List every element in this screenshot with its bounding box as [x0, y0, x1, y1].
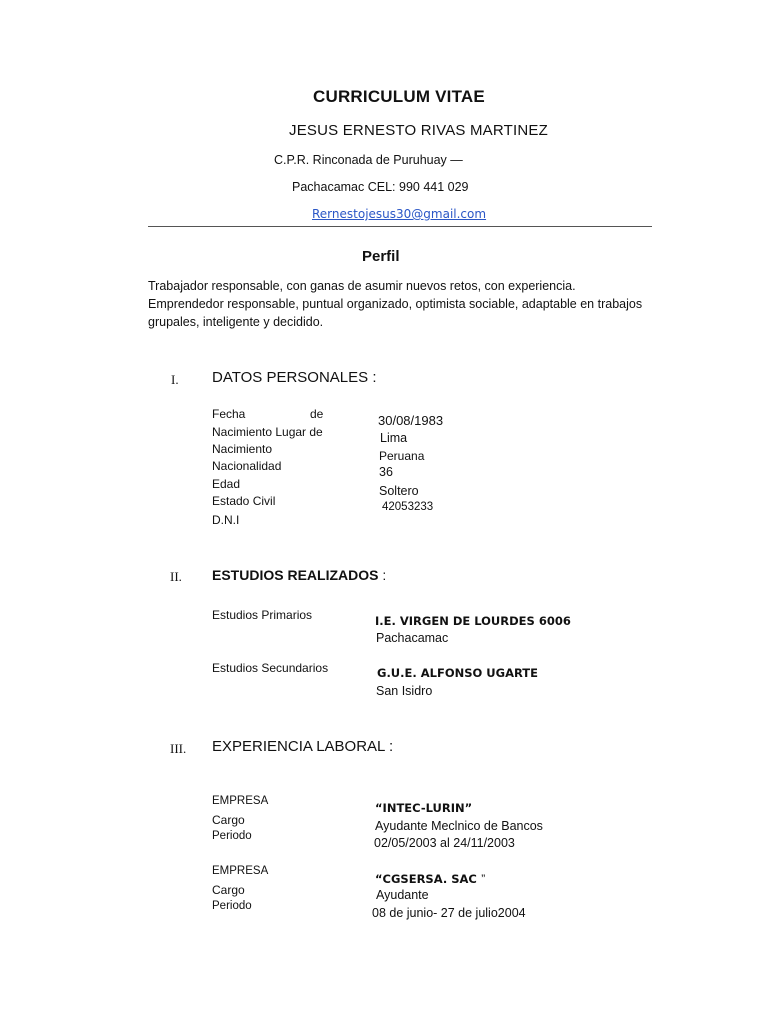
email-link[interactable]: Rernestojesus30@gmail.com: [312, 207, 487, 221]
label-estudios-primarios: Estudios Primarios: [212, 608, 313, 622]
section-3-colon: :: [389, 738, 394, 755]
label-de: de: [310, 407, 324, 421]
job-1-empresa: “INTEC-LURIN”: [375, 801, 473, 815]
label-dni: D.N.I: [212, 513, 240, 527]
section-1-number: I.: [171, 372, 179, 387]
label-nacimiento: Nacimiento: [212, 442, 273, 456]
cv-title: CURRICULUM VITAE: [313, 87, 485, 106]
label-fecha: Fecha: [212, 407, 246, 421]
primarios-school: I.E. VIRGEN DE LOURDES 6006: [375, 614, 571, 628]
job-1-periodo-label: Periodo: [212, 830, 252, 842]
job-2-cargo: Ayudante: [376, 888, 429, 902]
value-lugar: Lima: [380, 431, 408, 445]
section-2-number: II.: [170, 569, 182, 584]
secundarios-place: San Isidro: [376, 684, 433, 698]
job-2-empresa-label: EMPRESA: [212, 865, 269, 877]
section-1-title: [212, 369, 377, 386]
secundarios-school: G.U.E. ALFONSO UGARTE: [377, 666, 539, 680]
job-2-empresa: “CGSERSA. SAC: [375, 872, 477, 886]
label-estudios-secundarios: Estudios Secundarios: [212, 661, 329, 675]
candidate-name: JESUS ERNESTO RIVAS MARTINEZ: [289, 122, 548, 139]
job-2-empresa-close-quote: ”: [481, 872, 486, 886]
header-divider: [148, 226, 652, 227]
section-2-colon: :: [382, 567, 387, 583]
job-2-periodo-label: Periodo: [212, 900, 252, 912]
section-3-title-text: EXPERIENCIA LABORAL: [212, 738, 385, 755]
city-phone-line: Pachacamac CEL: 990 441 029: [292, 180, 469, 194]
job-1-empresa-label: EMPRESA: [212, 795, 269, 807]
job-2-periodo: 08 de junio- 27 de julio2004: [372, 906, 526, 920]
section-1-colon: :: [372, 369, 377, 386]
value-edad: 36: [379, 465, 393, 479]
job-2-cargo-label: Cargo: [212, 883, 245, 897]
label-edad: Edad: [212, 477, 241, 491]
value-fecha-nacimiento: 30/08/1983: [378, 413, 444, 428]
label-nacionalidad: Nacionalidad: [212, 459, 282, 473]
job-1-periodo: 02/05/2003 al 24/11/2003: [374, 836, 515, 850]
section-1-title-text: DATOS PERSONALES: [212, 369, 369, 386]
job-1-cargo-label: Cargo: [212, 813, 245, 827]
primarios-place: Pachacamac: [376, 631, 449, 645]
value-estado-civil: Soltero: [379, 484, 419, 498]
value-dni: 42053233: [382, 501, 434, 513]
address-line: C.P.R. Rinconada de Puruhuay —: [274, 153, 463, 167]
section-3-title: [212, 738, 393, 755]
label-nacimiento-lugar: Nacimiento Lugar de: [212, 425, 323, 439]
job-2-empresa-line: [375, 870, 485, 888]
section-2-title-text: ESTUDIOS REALIZADOS: [212, 567, 379, 583]
perfil-text: Trabajador responsable, con ganas de asumir nuevos retos, con experiencia. Emprendedor responsable, puntual organizado, optimista sociable, adaptable en trabajos grupales, inteligente y decidido.: [148, 279, 643, 329]
perfil-heading: Perfil: [362, 248, 400, 265]
section-3-number: III.: [170, 741, 187, 756]
job-1-cargo: Ayudante Meclnico de Bancos: [375, 819, 543, 833]
label-estado-civil: Estado Civil: [212, 494, 276, 508]
value-nacionalidad: Peruana: [379, 449, 425, 463]
section-2-title: [212, 567, 386, 583]
